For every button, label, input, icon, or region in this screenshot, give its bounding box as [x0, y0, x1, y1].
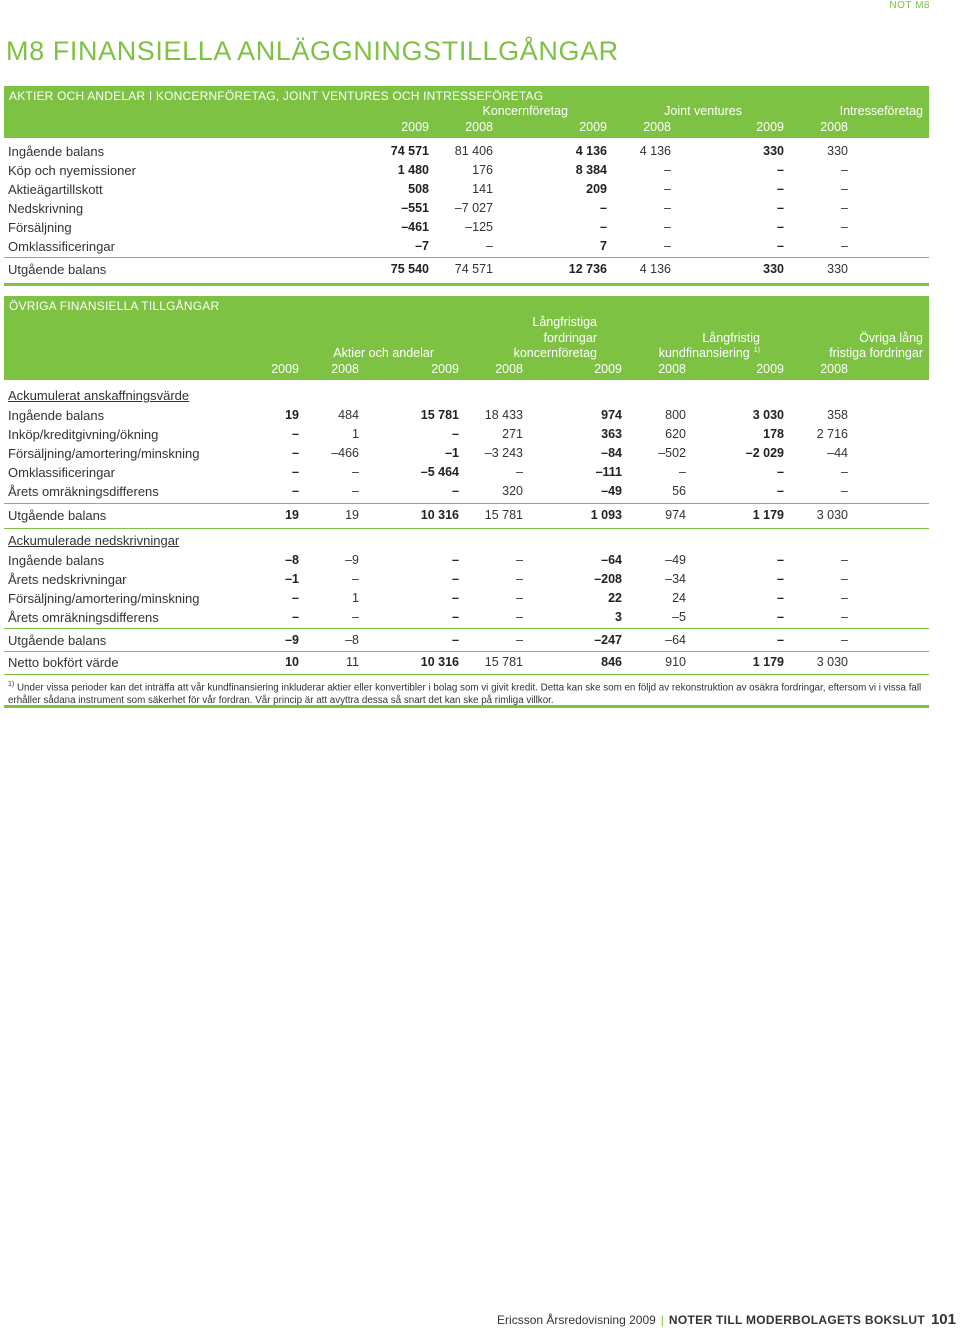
table-cell: –: [841, 465, 848, 479]
table-cell: –3 243: [484, 446, 523, 460]
table-row: [4, 444, 929, 463]
table-cell: 974: [601, 408, 622, 422]
table-cell: –: [516, 572, 523, 586]
table-cell: 620: [665, 427, 686, 441]
year-label: 2008: [465, 120, 493, 134]
divider: [4, 503, 929, 504]
table-cell: –: [292, 484, 299, 498]
table-cell: –: [777, 633, 784, 647]
table-row: [4, 180, 929, 199]
footnote-ref: 1): [753, 346, 760, 354]
table-row: [4, 570, 929, 589]
year-label: 2008: [820, 120, 848, 134]
table-cell: –: [516, 553, 523, 567]
table-cell: –: [452, 553, 459, 567]
table-cell: 800: [665, 408, 686, 422]
table-cell: –2 029: [745, 446, 784, 460]
table-cell: 330: [827, 144, 848, 158]
section1-title: AKTIER OCH ANDELAR I KONCERNFÖRETAG, JOINT VENTURES OCH INTRESSEFÖRETAG: [9, 89, 544, 103]
table-cell: 15 781: [484, 655, 523, 669]
table-cell: –: [516, 610, 523, 624]
table-row: [4, 551, 929, 570]
table-cell: –: [841, 591, 848, 605]
year-label: 2009: [579, 120, 607, 134]
subsection-heading: Ackumulerat anskaffningsvärde: [8, 388, 190, 403]
year-label: 2008: [643, 120, 671, 134]
table-cell: 330: [763, 144, 784, 158]
row-label: Försäljning: [8, 220, 72, 235]
table-cell: –: [452, 427, 459, 441]
row-label: Omklassificeringar: [8, 239, 115, 254]
table-cell: –49: [665, 553, 686, 567]
page-footer: [497, 1311, 956, 1328]
table-cell: 22: [608, 591, 622, 605]
table-cell: 10 316: [420, 655, 459, 669]
table-cell: 176: [472, 163, 493, 177]
table-cell: 910: [665, 655, 686, 669]
row-label: Ingående balans: [8, 553, 105, 568]
table-cell: 1 179: [752, 655, 784, 669]
table-row: [4, 237, 929, 256]
table-cell: 15 781: [484, 508, 523, 522]
table-cell: 363: [601, 427, 622, 441]
table-cell: –: [841, 572, 848, 586]
table-cell: –: [777, 182, 784, 196]
year-label: 2009: [431, 362, 459, 376]
divider: [4, 651, 929, 652]
table-row: [4, 218, 929, 237]
table-cell: 1 179: [752, 508, 784, 522]
table-cell: 484: [338, 408, 359, 422]
row-label: Utgående balans: [8, 508, 107, 523]
year-label: 2008: [331, 362, 359, 376]
total-row: [4, 260, 929, 279]
table-cell: 209: [586, 182, 607, 196]
table-cell: –: [841, 220, 848, 234]
table-cell: 19: [285, 408, 299, 422]
table-cell: –125: [465, 220, 493, 234]
table-cell: –: [777, 484, 784, 498]
table-cell: –466: [331, 446, 359, 460]
table-cell: –: [777, 239, 784, 253]
table-cell: 846: [601, 655, 622, 669]
table-cell: –: [841, 610, 848, 624]
table-cell: –: [486, 239, 493, 253]
table-cell: –: [452, 633, 459, 647]
col-header-langfristiga: fordringar: [543, 331, 597, 345]
table-cell: 141: [472, 182, 493, 196]
table-cell: –: [664, 201, 671, 215]
total-row: [4, 506, 929, 525]
table-cell: –: [452, 610, 459, 624]
table-cell: –: [452, 484, 459, 498]
table-cell: –: [292, 427, 299, 441]
table-row: [4, 425, 929, 444]
table-cell: –: [352, 465, 359, 479]
section2-title: ÖVRIGA FINANSIELLA TILLGÅNGAR: [9, 299, 220, 313]
table-cell: –64: [665, 633, 686, 647]
group-label: Joint ventures: [664, 104, 742, 118]
row-label: Nedskrivning: [8, 201, 84, 216]
table-cell: –64: [601, 553, 622, 567]
table-cell: –: [664, 239, 671, 253]
table-row: [4, 142, 929, 161]
col-header-langfristiga: Långfristiga: [532, 315, 597, 329]
table-cell: –: [516, 633, 523, 647]
table-cell: 75 540: [390, 262, 429, 276]
group-label: Koncernföretag: [482, 104, 568, 118]
table-cell: –7: [415, 239, 429, 253]
footnote: [8, 678, 926, 707]
year-label: 2009: [756, 362, 784, 376]
table-cell: 2 716: [816, 427, 848, 441]
note-tag: NOT M8: [889, 0, 930, 11]
table-cell: –34: [665, 572, 686, 586]
table-cell: –: [841, 239, 848, 253]
row-label: Aktieägartillskott: [8, 182, 103, 197]
footer-section: NOTER TILL MODERBOLAGETS BOKSLUT: [668, 1313, 925, 1327]
col-header-ovriga: fristiga fordringar: [829, 346, 923, 360]
table-cell: –111: [595, 465, 622, 479]
year-label: 2008: [820, 362, 848, 376]
col-header-ovriga: Övriga lång: [859, 331, 923, 345]
page-number: 101: [930, 1311, 956, 1328]
row-label: Ingående balans: [8, 408, 105, 423]
row-label: Köp och nyemissioner: [8, 163, 136, 178]
net-value-row: [4, 653, 929, 672]
table-cell: –5: [672, 610, 686, 624]
table-cell: –208: [594, 572, 622, 586]
table-cell: 7: [600, 239, 607, 253]
table-cell: 10 316: [420, 508, 459, 522]
table-cell: 3: [615, 610, 622, 624]
table-cell: 15 781: [420, 408, 459, 422]
year-label: 2009: [756, 120, 784, 134]
table-cell: 178: [763, 427, 784, 441]
table-cell: 320: [502, 484, 523, 498]
table-cell: 4 136: [639, 144, 671, 158]
row-label: Netto bokfört värde: [8, 655, 119, 670]
divider: [4, 257, 929, 258]
table-cell: –: [841, 201, 848, 215]
table-row: [4, 482, 929, 501]
footnote-marker: 1): [8, 681, 15, 688]
table-cell: 271: [502, 427, 523, 441]
row-label: Omklassificeringar: [8, 465, 115, 480]
col-header-kund: Långfristig: [702, 331, 760, 345]
table-cell: –551: [401, 201, 429, 215]
table-cell: 3 030: [752, 408, 784, 422]
table-cell: 74 571: [390, 144, 429, 158]
table-cell: 4 136: [575, 144, 607, 158]
table-cell: –: [452, 591, 459, 605]
footer-separator: |: [660, 1313, 664, 1327]
subsection-heading: Ackumulerade nedskrivningar: [8, 533, 180, 548]
table-cell: –: [664, 163, 671, 177]
table-cell: 56: [672, 484, 686, 498]
row-label: Utgående balans: [8, 262, 107, 277]
table-cell: 19: [345, 508, 359, 522]
section1-header: [4, 86, 929, 138]
table-cell: –: [841, 484, 848, 498]
table-cell: 1 093: [590, 508, 622, 522]
table-cell: –: [292, 610, 299, 624]
table-cell: –: [600, 201, 607, 215]
table-cell: –44: [827, 446, 848, 460]
table-cell: 3 030: [816, 508, 848, 522]
table-cell: –: [452, 572, 459, 586]
year-label: 2009: [594, 362, 622, 376]
group-label: Intresseföretag: [839, 104, 923, 118]
row-label: Försäljning/amortering/minskning: [8, 591, 200, 606]
table-cell: 358: [827, 408, 848, 422]
table-cell: –: [777, 553, 784, 567]
year-label: 2008: [495, 362, 523, 376]
table-cell: 11: [346, 655, 359, 669]
table-cell: 18 433: [484, 408, 523, 422]
row-label: Inköp/kreditgivning/ökning: [8, 427, 159, 442]
table-cell: –9: [285, 633, 299, 647]
col-header-aktier: Aktier och andelar: [333, 346, 434, 360]
table-cell: –: [352, 484, 359, 498]
table-cell: –: [292, 591, 299, 605]
footer-company: Ericsson Årsredovisning 2009: [497, 1313, 656, 1327]
table-cell: –1: [445, 446, 459, 460]
table-cell: –84: [601, 446, 622, 460]
table-cell: –: [777, 201, 784, 215]
col-header-kund-label: kundfinansiering: [658, 346, 750, 360]
col-header-kund: [659, 346, 760, 360]
table-cell: –: [777, 220, 784, 234]
table-row: [4, 406, 929, 425]
year-label: 2008: [658, 362, 686, 376]
year-label: 2009: [271, 362, 299, 376]
table-cell: 10: [285, 655, 299, 669]
total-row: [4, 631, 929, 650]
table-cell: 4 136: [639, 262, 671, 276]
table-cell: –8: [345, 633, 359, 647]
table-cell: –: [679, 465, 686, 479]
table-cell: 330: [827, 262, 848, 276]
table-cell: –: [352, 610, 359, 624]
page-title: M8 FINANSIELLA ANLÄGGNINGSTILLGÅNGAR: [6, 36, 619, 66]
table-cell: 3 030: [816, 655, 848, 669]
table-row: [4, 199, 929, 218]
table-cell: 74 571: [454, 262, 493, 276]
table-cell: –: [777, 610, 784, 624]
table-cell: 12 736: [568, 262, 607, 276]
divider: [4, 528, 929, 529]
table-cell: 19: [285, 508, 299, 522]
table-cell: 1 480: [397, 163, 429, 177]
divider: [4, 283, 929, 286]
year-label: 2009: [401, 120, 429, 134]
table-cell: 508: [408, 182, 429, 196]
table-cell: 1: [352, 427, 359, 441]
table-cell: –49: [601, 484, 622, 498]
row-label: Årets omräkningsdifferens: [8, 610, 159, 625]
row-label: Försäljning/amortering/minskning: [8, 446, 200, 461]
table-cell: –: [516, 465, 523, 479]
table-cell: –8: [285, 553, 299, 567]
table-cell: 81 406: [454, 144, 493, 158]
table-cell: –461: [401, 220, 429, 234]
table-cell: –: [841, 163, 848, 177]
table-cell: –502: [658, 446, 686, 460]
table-cell: –: [841, 553, 848, 567]
table-cell: –247: [594, 633, 622, 647]
table-cell: 330: [763, 262, 784, 276]
table-cell: –: [841, 633, 848, 647]
row-label: Årets nedskrivningar: [8, 572, 127, 587]
table-cell: 8 384: [575, 163, 607, 177]
table-cell: 1: [352, 591, 359, 605]
table-cell: –: [777, 591, 784, 605]
table-cell: –: [777, 163, 784, 177]
table-cell: –: [600, 220, 607, 234]
table-cell: 24: [672, 591, 686, 605]
table-row: [4, 608, 929, 627]
table-cell: 974: [665, 508, 686, 522]
divider: [4, 628, 929, 629]
row-label: Årets omräkningsdifferens: [8, 484, 159, 499]
table-cell: –: [777, 572, 784, 586]
row-label: Utgående balans: [8, 633, 107, 648]
table-cell: –: [664, 182, 671, 196]
row-label: Ingående balans: [8, 144, 105, 159]
table-row: [4, 463, 929, 482]
col-header-langfristiga: koncernföretag: [513, 346, 597, 360]
table-cell: –: [777, 465, 784, 479]
table-cell: –: [664, 220, 671, 234]
table-cell: –: [292, 465, 299, 479]
table-cell: –: [841, 182, 848, 196]
table-row: [4, 589, 929, 608]
table-cell: –5 464: [420, 465, 459, 479]
table-cell: –9: [345, 553, 359, 567]
table-cell: –7 027: [454, 201, 493, 215]
table-cell: –: [292, 446, 299, 460]
table-cell: –1: [285, 572, 299, 586]
footnote-text: Under vissa perioder kan det inträffa att vår kundfinansiering inkluderar aktier eller konvertibler i bolag som vi givit kredit. Detta kan ske som en följd av rekonstruktion av osäkra fordringar, eftersom vi i vissa fall erhåller sådana instrument som säkerhet för vår fordran. Vår princip är att avyttra dessa så snart det kan ske på rimliga villkor.: [8, 682, 922, 707]
section2-header: [4, 296, 929, 380]
divider: [4, 674, 929, 675]
table-cell: –: [352, 572, 359, 586]
table-row: [4, 161, 929, 180]
table-cell: –: [516, 591, 523, 605]
